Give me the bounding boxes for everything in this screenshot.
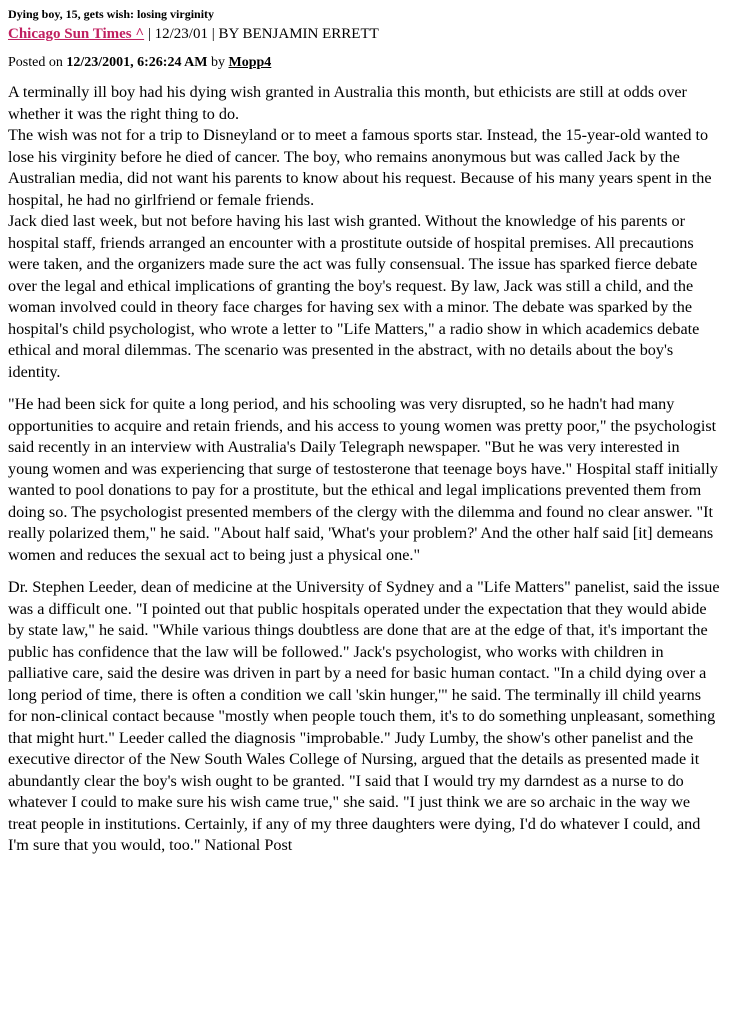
source-separator: | xyxy=(144,26,155,42)
article-body xyxy=(8,82,722,857)
article-byline: BY BENJAMIN ERRETT xyxy=(218,26,379,42)
article-headline: Dying boy, 15, gets wish: losing virginity xyxy=(8,7,215,21)
article-paragraph: A terminally ill boy had his dying wish granted in Australia this month, but ethicists are still at odds over whether it was the right thing to do. xyxy=(8,83,687,123)
posted-prefix: Posted on xyxy=(8,55,67,70)
article-paragraph: Jack died last week, but not before having his last wish granted. Without the knowledge of his parents or hospital staff, friends arranged an encounter with a prostitute outside of hospital premises. All precautions were taken, and the organizers made sure the act was fully consensual. The issue has sparked fierce debate over the legal and ethical implications of granting the boy's request. By law, Jack was still a child, and the woman involved could in theory face charges for having sex with a minor. The debate was sparked by the hospital's child psychologist, who wrote a letter to "Life Matters," a radio show in which academics debate ethical and moral dilemmas. The scenario was presented in the abstract, with no details about the boy's identity. xyxy=(8,212,700,381)
posted-line xyxy=(8,54,722,72)
poster-link[interactable]: Mopp4 xyxy=(228,55,272,70)
article-paragraph: Dr. Stephen Leeder, dean of medicine at the University of Sydney and a "Life Matters" panelist, said the issue was a difficult one. "I pointed out that public hospitals operated under the expectation that they would abide by state law," he said. "While various things doubtless are done that are at the edge of that, it's important the public has confidence that the law will be followed." Jack's psychologist, who works with children in palliative care, said the desire was driven in part by a need for basic human contact. "In a child dying over a long period of time, there is often a condition we call 'skin hunger,'" he said. The terminally ill child yearns for non-clinical contact because "mostly when people touch them, it's to do something unpleasant, something that might hurt." Leeder called the diagnosis "improbable." Judy Lumby, the show's other panelist and the executive director of the New South Wales College of Nursing, argued that the details as presented made it abundantly clear the boy's wish ought to be granted. "I said that I would try my darndest as a nurse to do whatever I could to make sure his wish came true," she said. "I just think we are so archaic in the way we treat people in institutions. Certainly, if any of my three daughters were dying, I'd do whatever I could, and I'm sure that you would, too." National Post xyxy=(8,578,720,854)
source-line xyxy=(8,24,722,44)
posted-by: by xyxy=(207,55,229,70)
article-date: 12/23/01 xyxy=(154,26,208,42)
article-paragraph: "He had been sick for quite a long period, and his schooling was very disrupted, so he hadn't had many opportunities to acquire and retain friends, and his access to young women was pretty poor," the psychologist said recently in an interview with Australia's Daily Telegraph newspaper. "But he was very interested in young women and was experiencing that surge of testosterone that teenage boys have." Hospital staff initially wanted to pool donations to pay for a prostitute, but the ethical and legal implications prevented them from doing so. The psychologist presented members of the clergy with the dilemma and found no clear answer. "It really polarized them," he said. "About half said, 'What's your problem?' And the other half said [it] demeans women and reduces the sexual act to being just a physical one." xyxy=(8,395,718,564)
byline-separator: | xyxy=(207,26,219,42)
source-link[interactable]: Chicago Sun Times ^ xyxy=(8,26,145,42)
posted-datetime: 12/23/2001, 6:26:24 AM xyxy=(66,55,208,70)
article-paragraph: The wish was not for a trip to Disneyland or to meet a famous sports star. Instead, the 15-year-old wanted to lose his virginity before he died of cancer. The boy, who remains anonymous but was called Jack by the Australian media, did not want his parents to know about his request. Because of his many years spent in the hospital, he had no girlfriend or female friends. xyxy=(8,126,712,209)
